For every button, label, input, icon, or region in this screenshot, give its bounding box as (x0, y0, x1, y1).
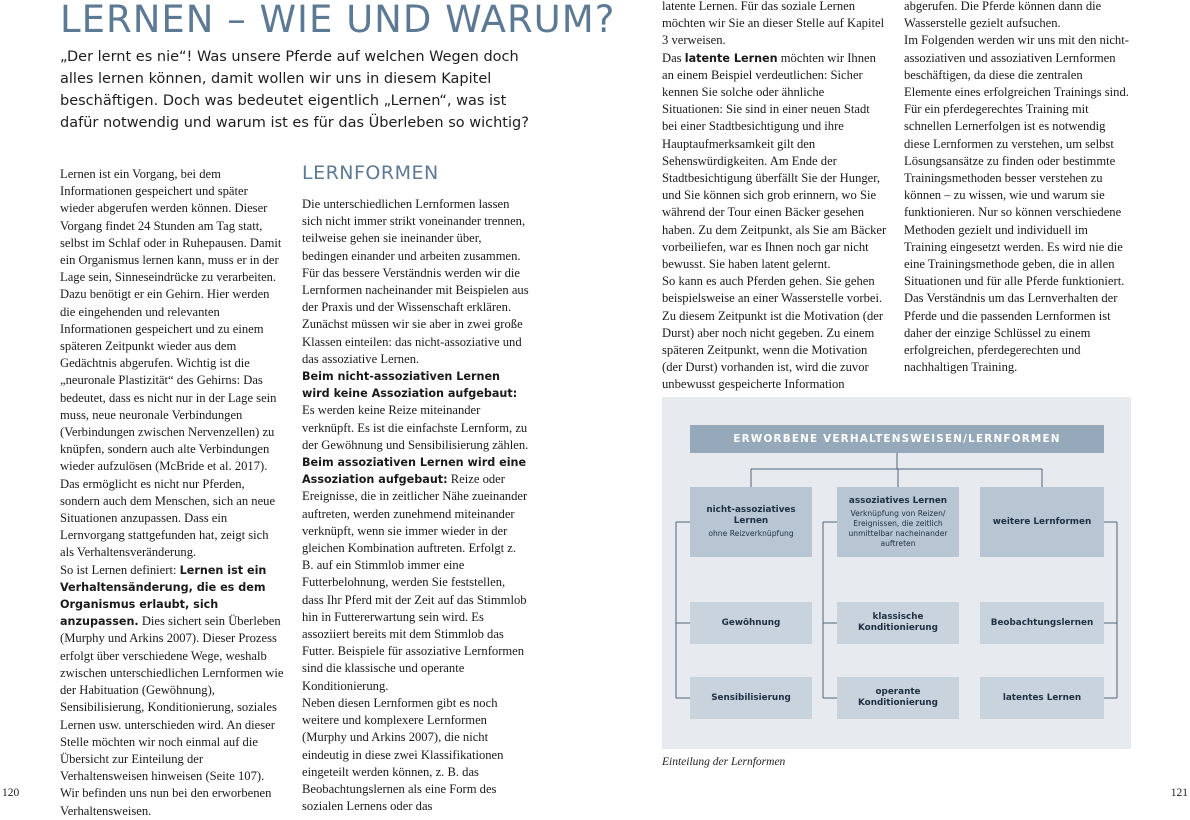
paragraph (302, 368, 530, 454)
node-observational-learning (980, 602, 1104, 644)
node-label: weitere Lernformen (992, 516, 1092, 527)
section-heading: LERNFORMEN (302, 162, 439, 184)
definition-bold: Lernen ist ein Verhaltensänderung, die es dem Organismus erlaubt, sich anzupassen. (60, 563, 267, 629)
chapter-title: LERNEN – WIE UND WARUM? (60, 0, 616, 41)
page-number-right: 121 (1170, 787, 1188, 799)
node-non-associative (690, 487, 812, 557)
node-classical-conditioning (837, 602, 959, 644)
node-other-forms (980, 487, 1104, 557)
paragraph (662, 50, 887, 274)
chapter-intro: „Der lernt es nie“! Was unsere Pferde auf welchen Wegen doch alles lernen können, damit wollen wir uns in diesem Kapitel beschäftigen. Doch was bedeutet eigentlich „Lernen“, was ist dafür notwendig und warum ist es für das Überleben so wichtig? (60, 49, 529, 131)
node-label: Gewöhnung (721, 617, 781, 628)
node-label: operante Konditionierung (858, 687, 938, 708)
paragraph: Im Folgenden werden wir uns mit den nicht-assoziativen und assoziativen Lernformen beschäftigen, da diese die zentralen Elemente eines erfolgreichen Trainings sind. Für ein pferdegerechtes Training mit schnellen Lernerfolgen ist es notwendig diese Lernformen zu verstehen, um selbst Lösungsansätze zu finden oder bestimmte Trainingsmethoden besser verstehen zu können – zu wissen, wie und warum sie funktionieren. Nur so können verschiedene Methoden gezielt und individuell im Training eingesetzt werden. Es wird nie die eine Trainingsmethode geben, die in allen Situationen und für alle Pferde funktioniert. Das Verständnis um das Lernverhalten der Pferde und die passenden Lernformen ist daher der einzige Schlüssel zu einem erfolgreichen, pferdegerechten und nachhaltigen Training. (904, 33, 1129, 375)
node-label: latentes Lernen (1002, 692, 1082, 703)
diagram-root-node (690, 425, 1104, 453)
paragraph-text: Dies sichert sein Überleben (Murphy und Arkins 2007). Dieser Prozess erfolgt über verschiedene Wege, weshalb zwischen unterschiedlichen Lernformen wie der Habituation (Gewöhnung), Sensibilisierung, Konditionierung, soziales Lernen usw. unterschieden wird. An dieser Stelle möchten wir noch einmal auf die Übersicht zur Einteilung der Verhaltensweisen hinweisen (Seite 107). Wir befinden uns nun bei den erworbenen Verhaltensweisen. (60, 614, 284, 818)
node-label: Sensibilisierung (711, 692, 791, 703)
node-sublabel: Verknüpfung von Reizen/ Ereignissen, die zeitlich unmittelbar nacheinander auftreten (848, 508, 948, 548)
node-label: assoziatives Lernen (848, 495, 948, 506)
node-label: klassische Konditionierung (858, 612, 938, 633)
left-text-column-2 (302, 196, 530, 815)
paragraph-text: Reize oder Ereignisse, die in zeitlicher Nähe zueinander auftreten, werden zunehmend miteinander verknüpft, wenn sie immer wieder in der gleichen Kombination auftreten. Erfolgt z. B. auf ein Stimmlob immer eine Futterbelohnung, werden Sie feststellen, dass Ihr Pferd mit der Zeit auf das Stimmlob hin in Futtererwartung sein wird. Es assoziiert bereits mit dem Stimmlob das Futter. Beispiele für assoziative Lernformen sind die klassische und operante Konditionierung. (302, 472, 528, 693)
paragraph: So kann es auch Pferden gehen. Sie gehen beispielsweise an einer Wasserstelle vorbei. Zu diesem Zeitpunkt ist die Motivation (der Durst) aber noch nicht gegeben. Zu einem späteren Zeitpunkt, wenn die Motivation (der Durst) vorhanden ist, wird die zuvor unbewusst gespeicherte Information (662, 274, 884, 392)
node-operant-conditioning (837, 677, 959, 719)
node-label: nicht-assoziatives Lernen (706, 505, 796, 526)
node-label: ERWORBENE VERHALTENSWEISEN/LERNFORMEN (733, 432, 1061, 445)
paragraph-text: Das (662, 50, 685, 65)
paragraph: latente Lernen. Für das soziale Lernen möchten wir Sie an dieser Stelle auf Kapitel 3 verweisen. (662, 0, 885, 48)
paragraph-text: möchten wir Ihnen an einem Beispiel verdeutlichen: Sicher kennen Sie solche oder ähnliche Situationen: Sie sind in einer neuen Stadt bei einer Stadtbesichtigung und ihre Hauptaufmerksamkeit gilt den Sehenswürdigkeiten. Am Ende der Stadtbesichtigung überfällt Sie der Hunger, und Sie können sich grob erinnern, wo Sie während der Tour einen Bäcker gesehen haben. Zu dem Zeitpunkt, als Sie am Bäcker vorbeiliefen, war es Ihnen noch gar nicht bewusst. Sie haben latent gelernt. (662, 50, 887, 272)
paragraph (60, 562, 285, 820)
right-text-column-1 (662, 0, 887, 394)
left-text-column-1 (60, 166, 285, 820)
node-associative (837, 487, 959, 557)
paragraph: abgerufen. Die Pferde können dann die Wasserstelle gezielt aufsuchen. (904, 0, 1102, 31)
learning-forms-diagram (662, 397, 1131, 749)
right-text-column-2 (904, 0, 1129, 376)
diagram-caption: Einteilung der Lernformen (662, 756, 786, 768)
paragraph-text: So ist Lernen definiert: (60, 562, 180, 577)
term-bold: Beim nicht-assoziativen Lernen wird keine Assoziation aufgebaut: (302, 370, 518, 401)
node-habituation (690, 602, 812, 644)
right-page (595, 0, 1190, 800)
page-number-left: 120 (2, 787, 20, 799)
paragraph: Lernen ist ein Vorgang, bei dem Informationen gespeichert und später wieder abgerufen werden können. Dieser Vorgang findet 24 Stunden am Tag statt, selbst im Schlaf oder in Ruhepausen. Damit ein Organismus lernen kann, muss er in der Lage sein, Sinneseindrücke zu verarbeiten. Dazu benötigt er ein Gehirn. Hier werden die eingehenden und relevanten Informationen gespeichert und zu einem späteren Zeitpunkt wieder aus dem Gedächtnis abgerufen. Wichtig ist die „neuronale Plastizität“ des Gehirns: Das bedeutet, dass es nicht nur in der Lage sein muss, neue neuronale Verbindungen (Verbindungen zwischen Nervenzellen) zu knüpfen, sondern auch alte Verbindungen wieder aufzulösen (McBride et al. 2017). Das ermöglicht es nicht nur Pferden, sondern auch dem Menschen, sich an neue Situationen anzupassen. Dass ein Lernvorgang stattgefunden hat, zeigt sich als Verhaltensveränderung. (60, 167, 282, 560)
paragraph: Neben diesen Lernformen gibt es noch weitere und komplexere Lernformen (Murphy und Arkins 2007), die nicht eindeutig in diese zwei Klassifikationen eingeteilt werden können, z. B. das Beobachtungslernen als eine Form des sozialen Lernens oder das (302, 695, 504, 814)
paragraph (302, 454, 530, 695)
node-sublabel: ohne Reizverknüpfung (708, 529, 794, 538)
paragraph: Die unterschiedlichen Lernformen lassen sich nicht immer strikt voneinander trennen, teilweise gehen sie ineinander über, bedingen einander und arbeiten zusammen. Für das bessere Verständnis werden wir die Lernformen nacheinander mit Beispielen aus der Praxis und der Wissenschaft erklären. Zunächst müssen wir sie aber in zwei große Klassen einteilen: das nicht-assoziative und das assoziative Lernen. (302, 197, 529, 366)
term-bold: latente Lernen (684, 51, 778, 65)
node-latent-learning (980, 677, 1104, 719)
paragraph-text: Es werden keine Reize miteinander verknüpft. Es ist die einfachste Lernform, zu der Gewöhnung und Sensibilisierung zählen. (302, 403, 529, 452)
term-bold: Beim assoziativen Lernen wird eine Assoziation aufgebaut: (302, 456, 527, 487)
node-sensitization (690, 677, 812, 719)
node-label: Beobachtungslernen (990, 617, 1094, 628)
